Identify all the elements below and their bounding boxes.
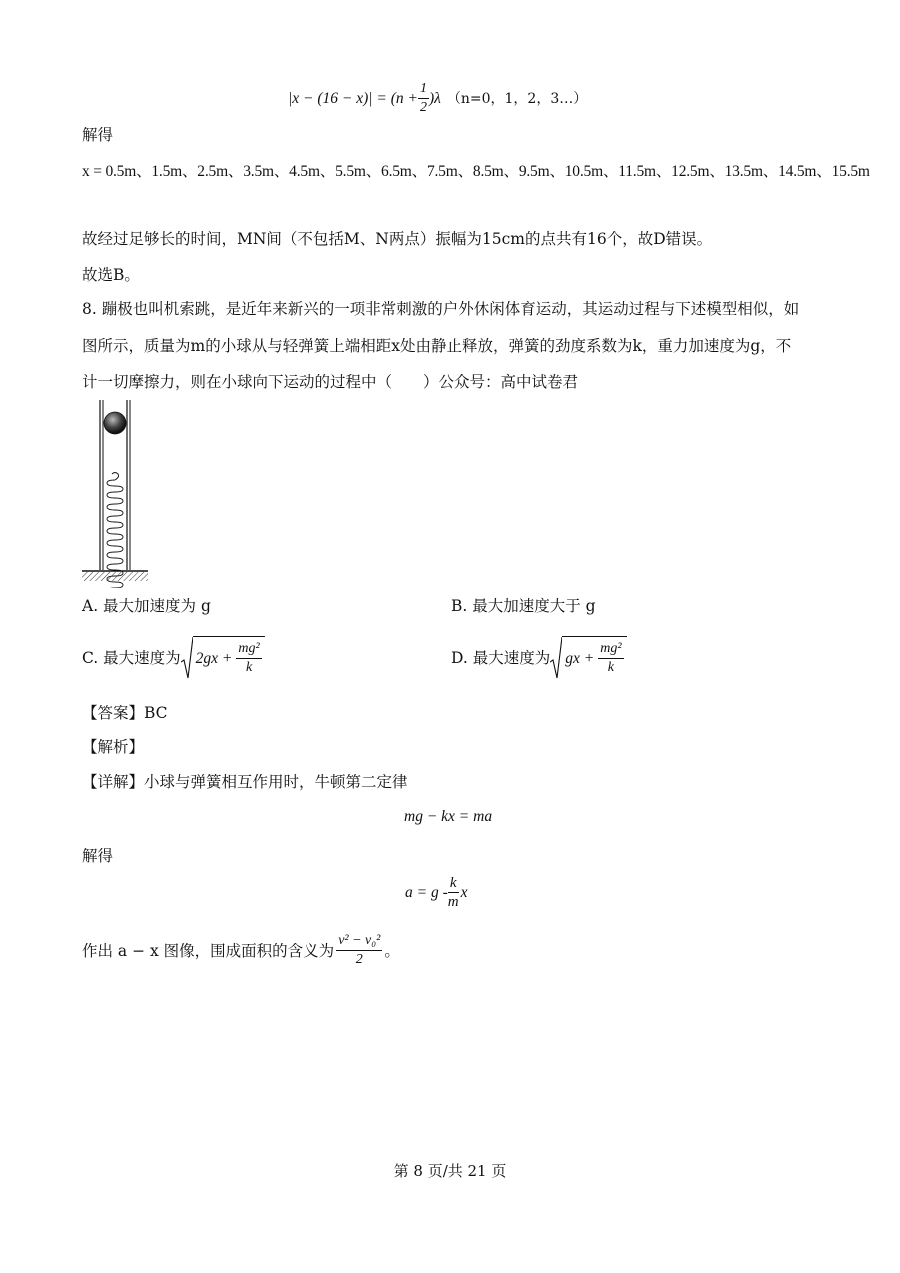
area-meaning-line [82,932,400,969]
area-meaning-prefix: 作出 a − x 图像，围成面积的含义为 [82,941,335,960]
accel-equation [405,874,467,911]
ball [104,412,126,434]
top-equation [288,80,587,117]
jiede-label-1: 解得 [82,126,114,144]
accel-equation-fraction: $\frac{k}{m}$ [447,875,459,910]
newton-equation: mg − kx = ma [404,808,493,825]
option-d-frac-den: k [607,660,614,675]
option-c [82,636,265,680]
top-equation-condition: （n=0，1，2，3…） [446,90,588,107]
option-c-frac-den: k [245,660,253,675]
page-footer: 第 8 页/共 21 页 [393,1162,507,1180]
option-b: B. 最大加速度大于 g [451,597,596,615]
option-c-term: 2gx + [195,649,233,667]
top-equation-lhs: |x − (16 − x)| = (n + [288,89,418,107]
top-equation-fraction: $\frac{1}{2}$ [419,81,427,115]
area-meaning-fraction: $\frac{\text{v² − v₀²}}{2}$ [338,933,381,967]
accel-equation-lhs: a = g - [405,883,448,901]
jiede-label-2: 解得 [82,847,114,865]
question-line-2: 图所示，质量为m的小球从与轻弹簧上端相距x处由静止释放，弹簧的劲度系数为k，重力加速度为g，不 [82,337,792,355]
detail-line: 【详解】小球与弹簧相互作用时，牛顿第二定律 [82,773,408,791]
answer-line: 【答案】BC [82,704,168,722]
option-a: A. 最大加速度为 g [82,597,211,615]
top-equation-rhs: )λ [428,89,441,107]
x-values-line: x = 0.5m、1.5m、2.5m、3.5m、4.5m、5.5m、6.5m、7.5m、8.5m、9.5m、10.5m、11.5m、12.5m、13.5m、14.5m、15.5m [82,163,870,180]
area-meaning-suffix: 。 [384,941,400,960]
option-d-sqrt [550,636,626,680]
option-c-sqrt [181,636,265,680]
spring-ball-figure [80,398,152,588]
option-c-label: C. 最大速度为 [82,649,181,667]
accel-equation-rhs: x [460,883,468,901]
question-line-1: 8. 蹦极也叫机索跳，是近年来新兴的一项非常刺激的户外休闲体育运动，其运动过程与下述模型相似，如 [82,300,800,318]
option-d [451,636,627,680]
choose-line: 故选B。 [82,266,140,284]
question-line-3: 计一切摩擦力，则在小球向下运动的过程中（ ）公众号：高中试卷君 [82,373,579,391]
option-d-label: D. 最大速度为 [451,649,551,667]
analysis-heading: 【解析】 [82,738,145,756]
option-d-term: gx + [565,649,595,667]
option-d-frac-num: mg² [598,640,623,659]
option-c-frac-num: mg² [236,640,261,659]
conclusion-line: 故经过足够长的时间，MN间（不包括M、N两点）振幅为15cm的点共有16个，故D错误。 [82,230,713,248]
